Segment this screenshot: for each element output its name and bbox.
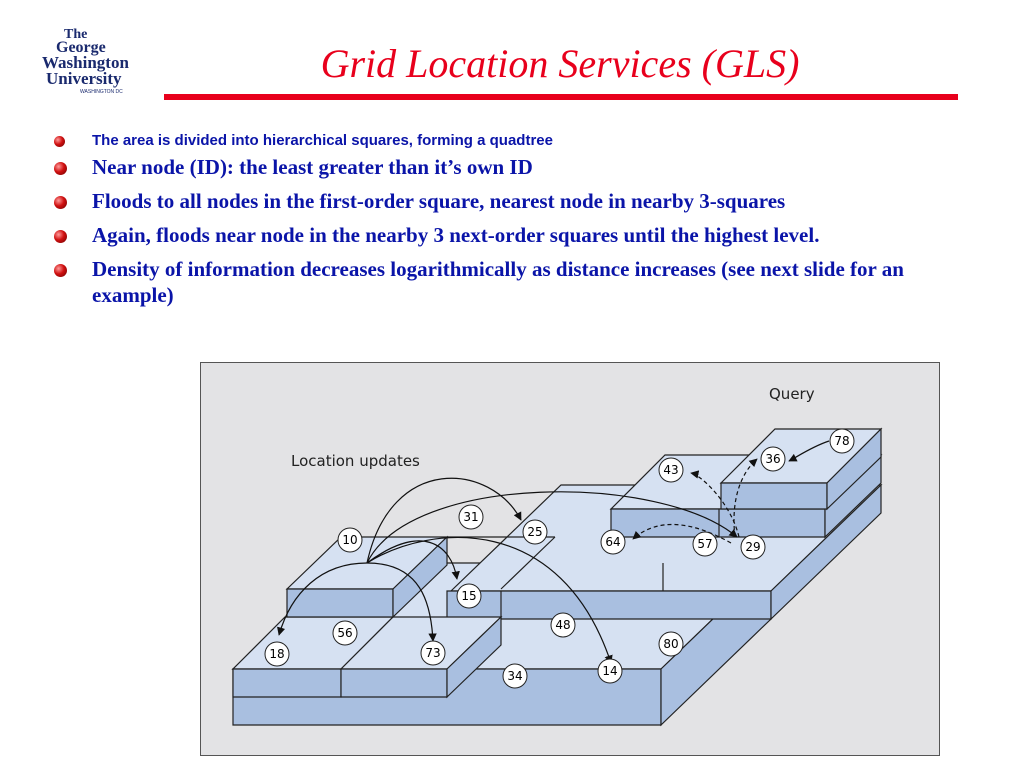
gls-diagram-svg [201, 363, 939, 755]
bullet-text: Again, floods near node in the nearby 3 next-order squares until the highest level. [92, 223, 820, 247]
svg-text:78: 78 [834, 434, 850, 448]
query-block-front [611, 509, 825, 537]
svg-text:56: 56 [337, 626, 353, 640]
bullet-text: Density of information decreases logarithmically as distance increases (see next slide for an example) [92, 257, 904, 307]
university-logo [40, 24, 164, 96]
logo-line1: The [64, 27, 88, 42]
node-14 [598, 659, 622, 683]
block-mid-front [341, 669, 447, 697]
gls-diagram [200, 362, 940, 756]
logo-line3: Washington [42, 53, 129, 72]
svg-text:31: 31 [463, 510, 479, 524]
bullet-icon [54, 196, 67, 209]
title-underline [164, 94, 958, 100]
svg-text:80: 80 [663, 637, 679, 651]
svg-text:29: 29 [745, 540, 761, 554]
node-48 [551, 613, 575, 637]
node-34 [503, 664, 527, 688]
node-64 [601, 530, 625, 554]
node-29 [741, 535, 765, 559]
bullet-item [52, 154, 972, 180]
block-small-front [287, 589, 393, 617]
slide-title: Grid Location Services (GLS) [320, 41, 800, 86]
svg-text:64: 64 [605, 535, 621, 549]
bullet-item [52, 256, 972, 308]
bullet-text: The area is divided into hierarchical squares, forming a quadtree [92, 132, 553, 149]
plateau-front [447, 591, 771, 619]
bullet-item [52, 188, 972, 214]
node-43 [659, 458, 683, 482]
node-36 [761, 447, 785, 471]
bullet-text: Floods to all nodes in the first-order square, nearest node in nearby 3-squares [92, 189, 786, 213]
bullet-icon [54, 230, 67, 243]
logo-line4: University [46, 69, 122, 88]
svg-text:18: 18 [269, 647, 285, 661]
node-15 [457, 584, 481, 608]
bullet-text: Near node (ID): the least greater than it’s own ID [92, 155, 533, 179]
bullet-icon [54, 264, 67, 277]
logo-line2: George [56, 39, 106, 56]
node-78 [830, 429, 854, 453]
location-updates-label: Location updates [291, 452, 420, 470]
svg-text:48: 48 [555, 618, 571, 632]
query-label: Query [769, 385, 815, 403]
svg-text:14: 14 [602, 664, 618, 678]
bullet-icon [54, 162, 67, 175]
bullet-list [52, 130, 972, 316]
svg-text:15: 15 [461, 589, 477, 603]
bullet-icon [54, 136, 65, 147]
node-18 [265, 642, 289, 666]
svg-text:25: 25 [527, 525, 543, 539]
node-80 [659, 632, 683, 656]
svg-text:36: 36 [765, 452, 781, 466]
node-57 [693, 532, 717, 556]
node-25 [523, 520, 547, 544]
node-10 [338, 528, 362, 552]
node-56 [333, 621, 357, 645]
bullet-item [52, 130, 972, 152]
node-73 [421, 641, 445, 665]
svg-text:57: 57 [697, 537, 713, 551]
svg-text:73: 73 [425, 646, 441, 660]
query-top-front [721, 483, 827, 509]
bullet-item [52, 222, 972, 248]
logo-line5: WASHINGTON DC [80, 89, 123, 95]
svg-text:10: 10 [342, 533, 358, 547]
node-31 [459, 505, 483, 529]
block-left-front [233, 669, 341, 697]
svg-text:34: 34 [507, 669, 523, 683]
svg-text:43: 43 [663, 463, 679, 477]
